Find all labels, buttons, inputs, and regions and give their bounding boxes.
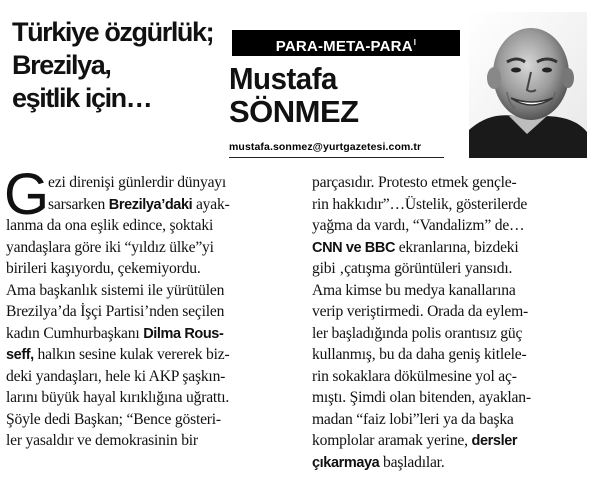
article-line <box>312 258 586 280</box>
article-line <box>312 387 586 409</box>
column-mark: I <box>413 38 417 47</box>
body-text: deki yandaşları, hele ki AKP şaşkın- <box>6 367 226 385</box>
article-line <box>312 194 586 216</box>
body-text: ler yasaldır ve demokrasinin bir <box>6 432 198 449</box>
body-text: lanma da ona eşlik edince, şoktaki <box>6 217 214 234</box>
drop-cap: G <box>4 162 50 227</box>
body-text: birileri kaşıyordu, çekemiyordu. <box>6 260 201 277</box>
headline-line: eşitlik için… <box>12 83 152 113</box>
article-line <box>312 344 586 366</box>
article-line <box>6 258 278 280</box>
emphasis-text: çıkarmaya <box>312 454 380 471</box>
emphasis-text: seff, <box>6 347 34 363</box>
emphasis-text: Brezilya’daki <box>108 196 193 213</box>
author-first-name: Mustafa <box>229 61 337 96</box>
article-line <box>312 215 586 237</box>
email-rule <box>229 157 444 158</box>
headline-line: Türkiye özgürlük; <box>12 17 214 47</box>
body-text: ayak- <box>192 195 230 213</box>
body-text: Ama başkanlık sistemi ile yürütülen <box>6 281 225 299</box>
article-line <box>312 323 586 345</box>
body-text: mıştı. Şimdi olan bitenden, ayaklan- <box>312 389 531 406</box>
body-text: başladılar. <box>379 453 445 471</box>
article-line <box>6 280 278 302</box>
emphasis-text: Dilma Rous- <box>143 325 224 342</box>
article-line <box>312 301 586 323</box>
article-line <box>6 215 278 237</box>
body-text: larını büyük hayal kırıklığına uğrattı. <box>6 389 230 406</box>
article-line <box>6 301 278 323</box>
body-text: komplolar aramak yerine, <box>312 432 472 449</box>
article-line <box>6 237 278 259</box>
body-text: kullanmış, bu da daha geniş kitlele- <box>312 346 527 363</box>
article-line <box>312 452 586 474</box>
body-text: verip veriştirmedi. Orada da eylem- <box>312 303 528 320</box>
article-line <box>312 409 586 431</box>
article-line <box>6 430 278 452</box>
article-column-left <box>6 172 278 452</box>
body-text: yandaşlara göre iki “yıldız ülke”yi <box>6 238 214 256</box>
article-line <box>6 344 278 366</box>
article-line <box>312 366 586 388</box>
body-text: rin sokaklara dökülmesine yol aç- <box>312 367 517 385</box>
emphasis-text: dersler <box>471 433 518 449</box>
article-line <box>312 280 586 302</box>
article-line <box>6 409 278 431</box>
body-text: Ama kimse bu medya kanallarına <box>312 281 516 299</box>
headline <box>12 16 227 115</box>
body-text: Şöyle dedi Başkan; “Bence gösteri- <box>6 410 221 428</box>
column-rubric-banner <box>232 30 460 56</box>
portrait-illustration <box>469 12 587 158</box>
body-text: yağma da vardı, “Vandalizm” de… <box>312 217 525 234</box>
headline-line: Brezilya, <box>12 50 111 80</box>
author-last-name: SÖNMEZ <box>229 94 359 129</box>
author-portrait-photo <box>469 12 587 158</box>
body-text: halkın sesine kulak vererek biz- <box>33 346 230 363</box>
author-email: mustafa.sonmez@yurtgazetesi.com.tr <box>229 141 422 153</box>
body-text: ezi direnişi günlerdir dünyayı <box>48 174 227 191</box>
body-text: rin hakkıdır”…Üstelik, gösterilerde <box>312 195 528 213</box>
body-text: gibi ‚çatışma görüntüleri yansıdı. <box>312 260 513 277</box>
article-line <box>312 430 586 452</box>
article-line <box>312 172 586 194</box>
column-name: PARA-META-PARA <box>275 38 413 55</box>
body-text: ekranlarına, bizdeki <box>395 238 519 256</box>
emphasis-text: CNN ve BBC <box>312 239 396 256</box>
article-line <box>6 323 278 345</box>
article-line <box>312 237 586 259</box>
body-text: sarsarken <box>48 195 109 213</box>
author-byline <box>229 62 469 128</box>
article-line <box>6 366 278 388</box>
article-line <box>6 194 278 216</box>
article-line <box>6 172 278 194</box>
article-column-right <box>312 172 586 473</box>
body-text: Brezilya’da İşçi Partisi’nden seçilen <box>6 303 225 320</box>
body-text: madan “faiz lobi”leri ya da başka <box>312 410 514 428</box>
article-line <box>6 387 278 409</box>
body-text: kadın Cumhurbaşkanı <box>6 324 144 342</box>
body-text: parçasıdır. Protesto etmek gençle- <box>312 174 517 191</box>
body-text: ler başladığında polis orantısız güç <box>312 324 523 342</box>
